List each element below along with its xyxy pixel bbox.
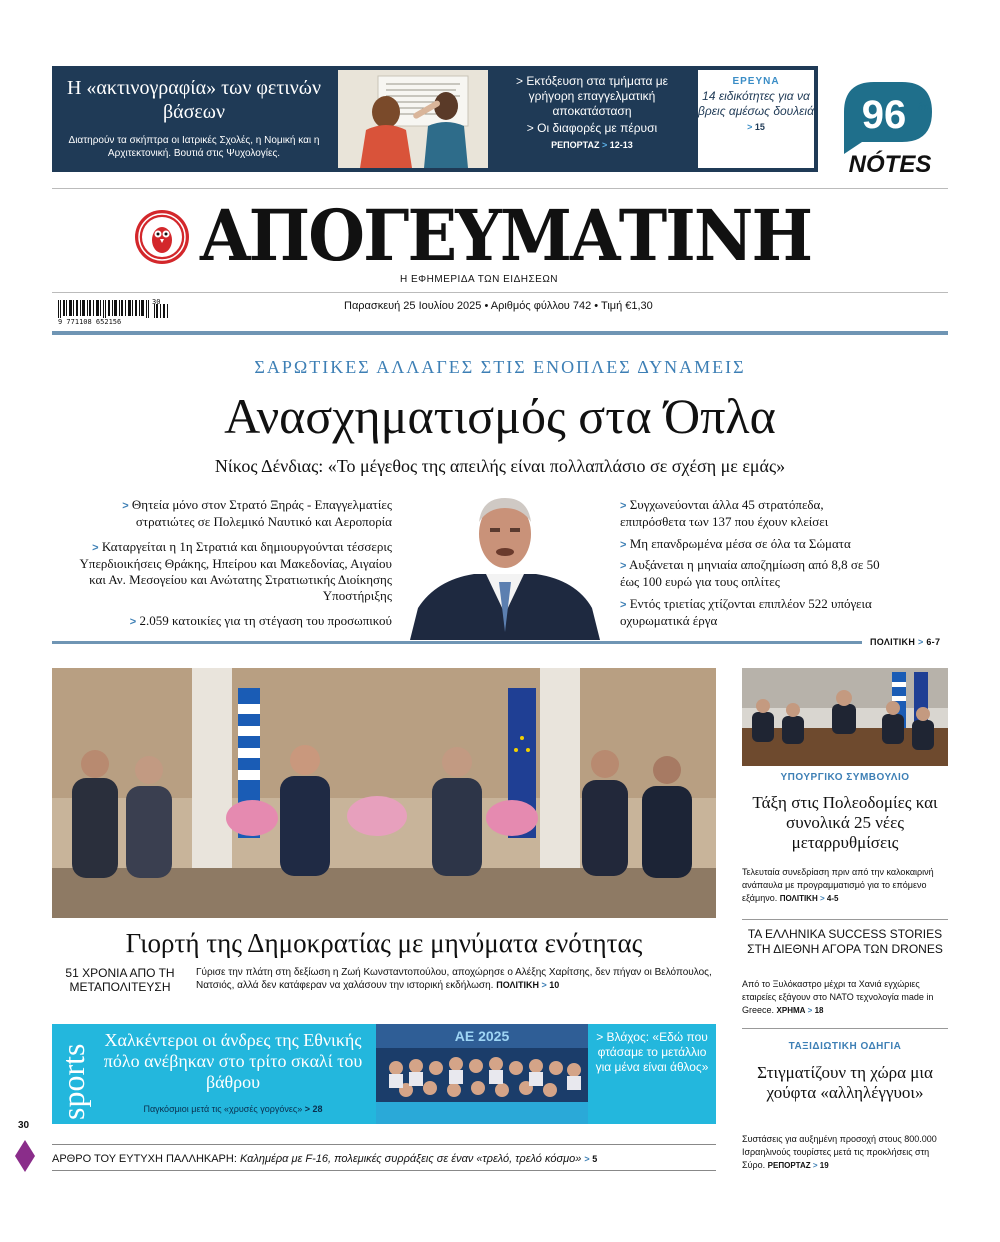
story2-headline[interactable]: Γιορτή της Δημοκρατίας με μηνύματα ενότητας — [125, 928, 643, 958]
story2-text: Γύρισε την πλάτη στη δεξίωση η Ζωή Κωνσταντοπούλου, αποχώρησε ο Αλέξης Χαρίτσης, δεν πήγαν οι Βελόπουλος, Νατσιός, αλλά δεν κατάφεραν να χαλάσουν την ιστορική εκδήλωση. ΠΟΛΙΤΙΚΗ > 10 — [196, 967, 712, 991]
promo-mid[interactable] — [496, 74, 688, 153]
story2-kicker: 51 ΧΡΟΝΙΑ ΑΠΟ ΤΗ ΜΕΤΑΠΟΛΙΤΕΥΣΗ — [65, 966, 175, 994]
lead-bullet-left: > 2.059 κατοικίες για τη στέγαση του προσωπικού — [129, 613, 392, 628]
arrow-icon: > — [541, 980, 547, 990]
right-s3-headline[interactable]: Στιγματίζουν τη χώρα μια χούφτα «αλληλέγγυοι» — [757, 1063, 933, 1102]
arrow-icon: > — [620, 599, 627, 611]
promo-left-title: Η «ακτινογραφία» των φετινών βάσεων — [66, 77, 321, 123]
divider — [52, 292, 948, 293]
right-s1-headline[interactable]: Τάξη στις Πολεοδομίες και συνολικά 25 νέες μεταρρυθμίσεις — [752, 793, 938, 852]
lead-bullet-left: > Θητεία μόνο στον Στρατό Ξηράς - Επαγγελματίες στρατιώτες σε Πολεμικό Ναυτικό και Αεροπορία — [122, 497, 392, 529]
divider — [742, 1028, 948, 1029]
badge-word: NÓTES — [848, 151, 932, 178]
divider — [52, 1144, 716, 1145]
waterpolo-team-photo — [376, 1024, 588, 1124]
promo-right-page: > 15 — [747, 122, 765, 132]
lead-bullet-right: > Εντός τριετίας χτίζονται επιπλέον 522 υπόγεια οχυρωματικά έργα — [620, 596, 872, 628]
right-s3-kicker: ΤΑΞΙΔΙΩΤΙΚΗ ΟΔΗΓΙΑ — [788, 1041, 902, 1052]
lead-bullet-right: > Μη επανδρωμένα μέσα σε όλα τα Σώματα — [620, 536, 851, 551]
dendias-photo — [400, 492, 610, 640]
story2-ref: ΠΟΛΙΤΙΚΗ > 10 — [496, 980, 560, 990]
owl-seal-logo — [134, 209, 190, 265]
diamond-icon — [15, 1140, 35, 1172]
sports-sub: Παγκόσμιοι μετά τις «χρυσές γοργόνες» > 28 — [143, 1104, 323, 1114]
lead-bullet-right: > Αυξάνεται η μηνιαία αποζημίωση από 8,8 σε 50 έως 100 ευρώ για τους οπλίτες — [620, 557, 880, 589]
masthead-subtitle: Η ΕΦΗΜΕΡΙΔΑ ΤΩΝ ΕΙΔΗΣΕΩΝ — [400, 274, 559, 285]
promo-right-text: 14 ειδικότητες για να βρεις αμέσως δουλειά > 15 — [698, 89, 814, 132]
arrow-icon: > — [129, 616, 137, 628]
blue-rule — [52, 641, 862, 644]
arrow-icon: > — [620, 560, 627, 572]
badge-fm: fm — [918, 102, 930, 113]
lead-headline[interactable]: Ανασχηματισμός στα Όπλα — [224, 388, 776, 444]
arrow-icon: > — [516, 74, 527, 88]
lead-ref[interactable]: ΠΟΛΙΤΙΚΗ > 6-7 — [870, 637, 941, 647]
divider — [52, 1170, 716, 1171]
promo-photo — [338, 70, 488, 168]
arrow-icon: > — [812, 1161, 818, 1170]
promo-mid-ref: ΡΕΠΟΡΤΑΖ > 12-13 — [551, 140, 633, 150]
right-s3-text: Συστάσεις για αυξημένη προσοχή στους 800.000 Ισραηλινούς τουρίστες μετά τις προκλήσεις στη Σύρο. ΡΕΠΟΡΤΑΖ > 19 — [742, 1134, 937, 1170]
lead-bullet-right: > Συγχωνεύονται άλλα 45 στρατόπεδα, επιπρόσθετα των 137 που έχουν κλείσει — [620, 497, 829, 529]
lead-subhead: Νίκος Δένδιας: «Το μέγεθος της απειλής είναι πολλαπλάσιο σε σχέση με εμάς» — [214, 456, 786, 476]
sports-box[interactable] — [52, 1024, 716, 1124]
right-s1-ref: ΠΟΛΙΤΙΚΗ > 4-5 — [779, 894, 839, 903]
promo-mid-item-2: > Οι διαφορές με πέρυσι — [526, 121, 658, 135]
blue-rule — [52, 331, 948, 335]
promo-mid-item-1: > Εκτόξευση στα τμήματα με γρήγορη επαγγελματική αποκατάσταση — [516, 74, 668, 118]
right-s2-headline[interactable]: ΤΑ ΕΛΛΗΝΙΚΑ SUCCESS STORIES ΣΤΗ ΔΙΕΘΝΗ ΑΓΟΡΑ ΤΩΝ DRONES — [747, 927, 943, 956]
promo-band — [52, 66, 818, 172]
arrow-icon: > — [807, 1006, 813, 1015]
sports-label — [52, 1024, 92, 1124]
divider — [52, 188, 948, 189]
promo-left-text: Διατηρούν τα σκήπτρα οι Ιατρικές Σχολές, η Νομική και η Αρχιτεκτονική. Βουτιά στις Ψυχολογίες. — [68, 135, 320, 159]
right-s1-kicker: ΥΠΟΥΡΓΙΚΟ ΣΥΜΒΟΥΛΙΟ — [780, 772, 910, 783]
right-s2-text: Από το Ξυλόκαστρο μέχρι τα Χανιά εγχώριες εταιρείες εξάγουν στο ΝΑΤΟ τεχνολογία made in Greece. ΧΡΗΜΑ > 18 — [742, 979, 934, 1015]
right-s2-ref: ΧΡΗΜΑ > 18 — [776, 1006, 824, 1015]
cabinet-meeting-photo — [742, 668, 948, 766]
masthead-title: ΑΠΟΓΕΥΜΑΤΙΝΗ — [200, 194, 812, 277]
issue-line: Παρασκευή 25 Ιουλίου 2025 • Αριθμός φύλλου 742 • Τιμή €1,30 — [344, 300, 653, 312]
right-s1-text: Τελευταία συνεδρίαση πριν από την καλοκαιρινή ανάπαυλα με προγραμματισμό για το επόμενο εξάμηνο. ΠΟΛΙΤΙΚΗ > 4-5 — [742, 867, 934, 903]
arrow-icon: > — [620, 500, 627, 512]
sports-headline: Χαλκέντεροι οι άνδρες της Εθνικής πόλο ανέβηκαν στο τρίτο σκαλί του βάθρου — [103, 1030, 363, 1092]
lead-kicker: ΣΑΡΩΤΙΚΕΣ ΑΛΛΑΓΕΣ ΣΤΙΣ ΕΝΟΠΛΕΣ ΔΥΝΑΜΕΙΣ — [254, 357, 746, 377]
badge-number: 96 — [861, 93, 907, 137]
lead-bullet-left: > Καταργείται η 1η Στρατιά και δημιουργούνται τέσσερις Υπερδιοικήσεις Θράκης, Ηπείρου και Μακεδονίας, Αιγαίου και Αν. Μεσογείου και Ανώτατης Στρατιωτικής Διοίκησης Υποστήριξης — [79, 539, 392, 603]
page-number: 30 — [18, 1120, 30, 1131]
barcode-digits: 9 771108 652156 — [58, 318, 122, 326]
promo-right-label: ΕΡΕΥΝΑ — [732, 76, 780, 87]
sports-quote: > Βλάχος: «Εδώ που φτάσαμε το μετάλλιο για μένα είναι άθλος» — [595, 1030, 709, 1074]
arrow-icon: > — [584, 1154, 590, 1164]
arrow-icon: > — [92, 542, 99, 554]
svg-text:sports: sports — [55, 1043, 91, 1120]
arrow-icon: > — [596, 1030, 607, 1044]
arrow-icon: > — [122, 500, 129, 512]
promo-right[interactable] — [698, 70, 814, 168]
arrow-icon: > — [602, 140, 608, 150]
arrow-icon: > — [526, 121, 538, 135]
arrow-icon: > — [819, 894, 825, 903]
arrow-icon: > — [917, 637, 924, 647]
barcode-addon: 30 — [152, 298, 161, 306]
divider — [742, 919, 948, 920]
banner-text: AE 2025 — [454, 1028, 510, 1044]
democracy-celebration-photo — [52, 668, 716, 918]
radio-badge[interactable] — [840, 78, 936, 178]
arrow-icon: > — [620, 539, 627, 551]
promo-left[interactable] — [52, 66, 336, 172]
bottom-article[interactable]: ΑΡΘΡΟ ΤΟΥ ΕΥΤΥΧΗ ΠΑΛΛΗΚΑΡΗ: Καλημέρα με F-16, πολεμικές συρράξεις σε έναν «τρελό, τρελό κόσμο» > 5 — [52, 1153, 598, 1165]
right-s3-ref: ΡΕΠΟΡΤΑΖ > 19 — [767, 1161, 829, 1170]
